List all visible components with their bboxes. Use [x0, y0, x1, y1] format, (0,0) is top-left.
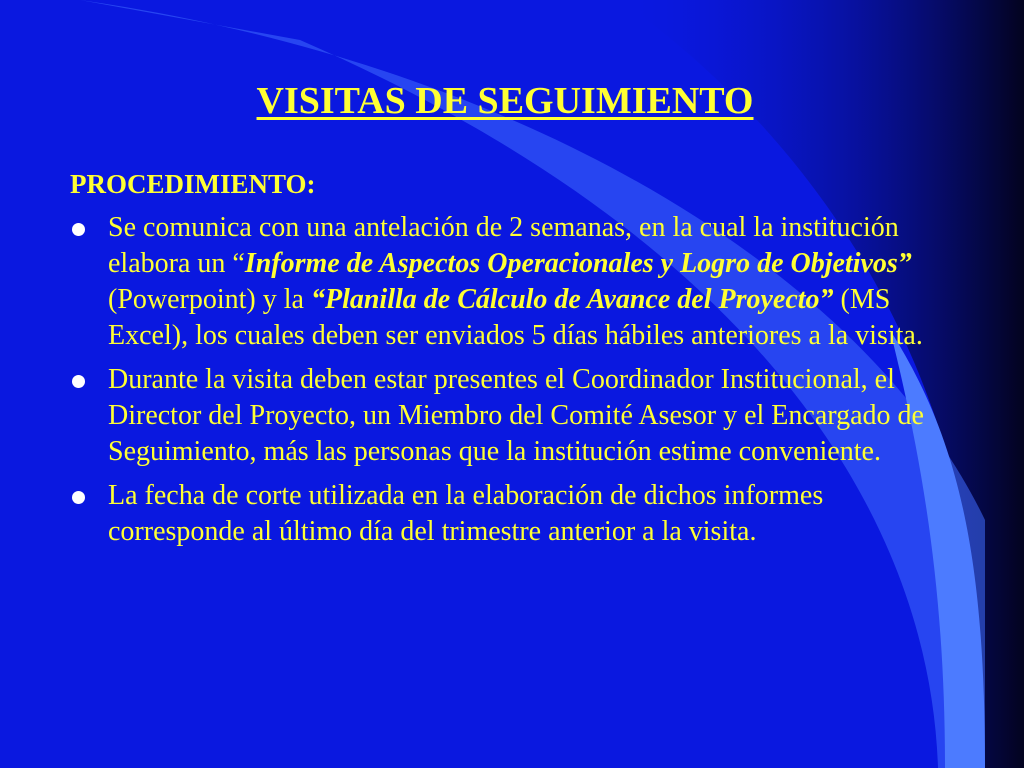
bullet-dot-icon: [72, 223, 85, 236]
slide-title: VISITAS DE SEGUIMIENTO: [256, 80, 754, 122]
bullet-text-part: Se comunica con una antelación de 2 semanas, en la cual la institución elabora un “: [108, 212, 899, 279]
report-name-emphasis: Informe de Aspectos Operacionales y Logro de Objetivos”: [244, 248, 912, 279]
spreadsheet-name-emphasis: “Planilla de Cálculo de Avance del Proyecto”: [310, 284, 834, 315]
bullet-dot-icon: [72, 375, 85, 388]
bullet-text-part: (MS Excel), los cuales deben ser enviados 5 días hábiles anteriores a la visita.: [108, 284, 923, 351]
bullet-item-3: [70, 478, 940, 550]
bullet-text: Durante la visita deben estar presentes el Coordinador Institucional, el Director del Proyecto, un Miembro del Comité Asesor y el Encargado de Seguimiento, más las personas que la institución estime conveniente.: [108, 364, 924, 467]
bullet-text-part: (Powerpoint) y la: [108, 284, 311, 315]
bullet-item-1: [70, 210, 940, 354]
bullet-item-2: [70, 362, 940, 470]
slide-content: [70, 166, 940, 550]
bullet-dot-icon: [72, 491, 85, 504]
bullet-text: La fecha de corte utilizada en la elaboración de dichos informes corresponde al último día del trimestre anterior a la visita.: [108, 480, 824, 547]
procedure-heading: PROCEDIMIENTO:: [70, 169, 316, 199]
